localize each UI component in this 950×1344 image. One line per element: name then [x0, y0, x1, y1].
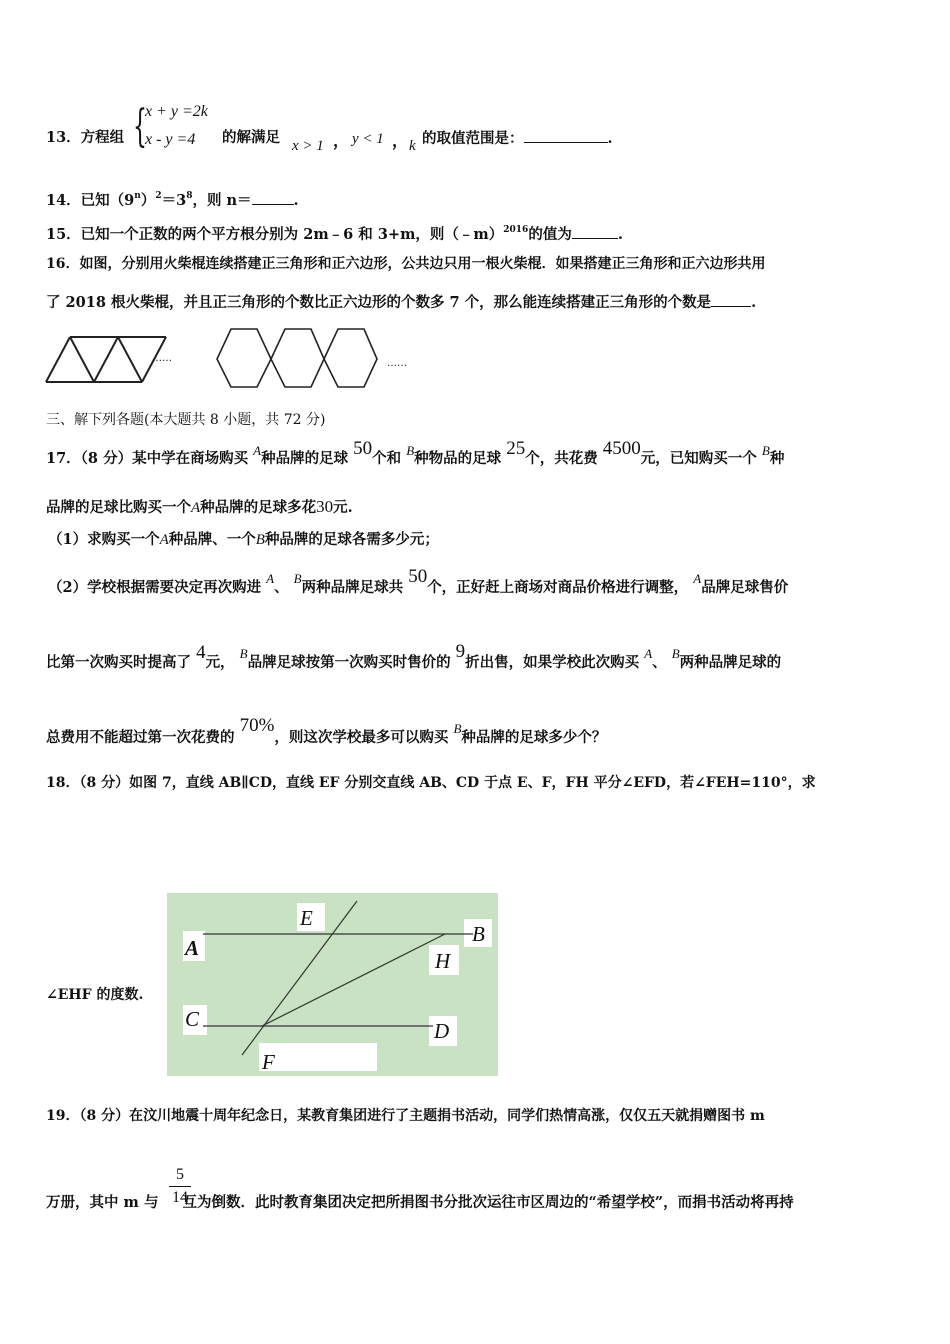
q17-l1e: 个，共花费: [525, 450, 598, 467]
q16-line2-text: 了 2018 根火柴棍，并且正三角形的个数比正六边形的个数多 7 个，那么能连续搭建正三角形的个数是: [46, 294, 712, 311]
q19-line1: 19．（8 分）在汶川地震十周年纪念日，某教育集团进行了主题捐书活动，同学们热情高涨，仅仅五天就捐赠图书 m: [46, 1108, 765, 1124]
triangle-chain: [46, 337, 166, 382]
q13-end: .: [607, 130, 613, 147]
num-4500: 4500: [602, 438, 641, 459]
q17-part1: [48, 530, 439, 550]
q14-sup-n: n: [134, 191, 141, 201]
q16-line1: 16．如图，分别用火柴棍连续搭建正三角形和正六边形，公共边只用一根火柴棍．如果搭建正三角形和正六边形共用: [46, 256, 766, 272]
q17-p3d: 折出售，如果学校此次购买: [465, 654, 640, 671]
point-E: E: [300, 906, 313, 930]
section-heading: 三、解下列各题(本大题共 8 小题，共 72 分): [46, 412, 326, 428]
label-box: [259, 1043, 377, 1071]
q15-sup: 2016: [503, 225, 529, 235]
num-25: 25: [506, 438, 526, 459]
var-A: A: [266, 571, 275, 586]
q17-l1a: 17．（8 分）某中学在商场购买: [46, 450, 249, 467]
q15-prefix: 15．已知一个正数的两个平方根分别为 2m﹣6 和 3+m，则（﹣m）: [46, 226, 504, 243]
q13-equation-system: [133, 100, 223, 158]
var-B: B: [761, 443, 770, 458]
q13-sep2: ，: [392, 131, 409, 150]
q17-l2a: 品牌的足球比购买一个: [46, 499, 191, 516]
q17-part2-line1: [48, 566, 789, 598]
q18-line1: 18．（8 分）如图 7，直线 AB∥CD，直线 EF 分别交直线 AB、CD 于点 E、F，FH 平分∠EFD，若∠FEH=110°，求: [46, 775, 816, 791]
num-50: 50: [353, 438, 373, 459]
q19-line2: [46, 1193, 794, 1213]
q17-p3f: 两种品牌足球的: [679, 654, 782, 671]
q13-eq1: x + y =2k: [145, 103, 208, 120]
q17-p4c: 种品牌的足球多少个？: [461, 729, 607, 746]
point-F: F: [262, 1050, 275, 1074]
parallel-lines-figure: [167, 893, 498, 1076]
point-A: A: [185, 936, 200, 960]
q15-tail: 的值为: [528, 226, 572, 243]
matchstick-figure: [40, 325, 390, 390]
fraction-bar: [169, 1186, 191, 1187]
q17-p2e: 品牌足球售价: [701, 579, 789, 596]
q17-p1b: 种品牌、一个: [168, 531, 256, 548]
q14-line: [46, 186, 299, 211]
var-A: A: [191, 500, 201, 516]
dots-1: ……: [152, 353, 172, 364]
num-50: 50: [408, 566, 428, 587]
q16-end: .: [751, 294, 757, 311]
q13-cond-y: y < 1: [352, 131, 384, 147]
q17-l2b: 种品牌的足球多花: [200, 499, 317, 516]
q17-p1a: （1）求购买一个: [48, 531, 160, 548]
point-D: D: [434, 1019, 450, 1043]
q19-l2a: 万册，其中 m 与: [46, 1194, 159, 1211]
q17-p3e: 、: [652, 654, 667, 671]
num-9: 9: [455, 641, 466, 662]
var-B: B: [453, 721, 462, 736]
q17-line2: [46, 497, 353, 518]
answer-blank: [572, 224, 618, 239]
answer-blank: [711, 292, 751, 307]
var-A: A: [693, 571, 702, 586]
q13-label: 13．方程组: [46, 129, 125, 146]
q17-l1g: 种: [769, 450, 785, 467]
fraction-numerator: 5: [176, 1166, 184, 1183]
num-30: 30: [316, 497, 334, 516]
q17-l1f: 元，已知购买一个: [640, 450, 757, 467]
q14-sup-2: 2: [155, 191, 162, 201]
dots-2: ……: [387, 358, 407, 369]
q17-part2-line2: [46, 641, 782, 673]
q14-prefix: 14．已知（9: [46, 192, 135, 209]
var-B: B: [671, 646, 680, 661]
var-A: A: [644, 646, 653, 661]
q13-cond-x: x > 1: [292, 138, 324, 154]
q17-p3c: 品牌足球按第一次购买时售价的: [247, 654, 451, 671]
percent-70: 70%: [239, 715, 275, 736]
q17-p2b: 、: [274, 579, 289, 596]
q17-p1c: 种品牌的足球各需多少元；: [264, 531, 439, 548]
q17-line1: [46, 438, 785, 469]
answer-blank: [252, 190, 294, 205]
q17-p3b: 元，: [205, 654, 235, 671]
q17-l1b: 种品牌的足球: [261, 450, 349, 467]
system-brace: {: [133, 101, 147, 152]
point-C: C: [185, 1007, 200, 1031]
q13-mid: 的解满足: [222, 129, 280, 146]
var-A: A: [159, 532, 169, 548]
q17-p2a: （2）学校根据需要决定再次购进: [48, 579, 262, 596]
q17-p4b: ，则这次学校最多可以购买: [274, 729, 449, 746]
q17-l2c: 元.: [333, 499, 353, 516]
fraction-denominator: 14: [172, 1189, 188, 1206]
var-B: B: [255, 532, 265, 548]
hexagon-chain: [217, 329, 377, 387]
q14-end: .: [293, 192, 299, 209]
q14-sup-8: 8: [186, 191, 193, 201]
fraction-5-14: [169, 1166, 191, 1207]
q17-l1c: 个和: [372, 450, 402, 467]
q17-p4a: 总费用不能超过第一次花费的: [46, 729, 235, 746]
q19-l2b: 互为倒数．此时教育集团决定把所捐图书分批次运往市区周边的“希望学校”，而捐书活动将再持: [182, 1194, 794, 1211]
q13-question: [422, 128, 613, 149]
q17-p3a: 比第一次购买时提高了: [46, 654, 191, 671]
var-B: B: [239, 646, 248, 661]
q13-tail: [222, 128, 280, 148]
q14-mid: ）: [140, 192, 156, 209]
answer-blank: [524, 128, 608, 143]
num-4: 4: [196, 642, 206, 663]
q13-eq2: x - y =4: [145, 131, 196, 148]
q13-tail-text: 的取值范围是：: [422, 130, 524, 147]
q17-p2d: 个，正好赶上商场对商品价格进行调整，: [427, 579, 689, 596]
q15-line: [46, 220, 623, 245]
q15-end: .: [617, 226, 623, 243]
point-H: H: [435, 949, 451, 973]
point-B: B: [472, 922, 485, 946]
q18-line2: ∠EHF 的度数.: [46, 987, 144, 1003]
q13-sep1: ，: [333, 131, 350, 150]
q14-tail: ，则 n＝: [192, 192, 252, 209]
var-B: B: [293, 571, 302, 586]
q17-l1d: 种物品的足球: [414, 450, 502, 467]
q17-part2-line3: [46, 715, 607, 748]
q13-k: k: [409, 138, 416, 154]
q17-p2c: 两种品牌足球共: [301, 579, 404, 596]
q14-eq: ＝3: [161, 192, 187, 209]
var-B: B: [406, 443, 415, 458]
var-A: A: [253, 443, 262, 458]
q16-line2: [46, 292, 756, 313]
q13-line: [46, 128, 124, 148]
